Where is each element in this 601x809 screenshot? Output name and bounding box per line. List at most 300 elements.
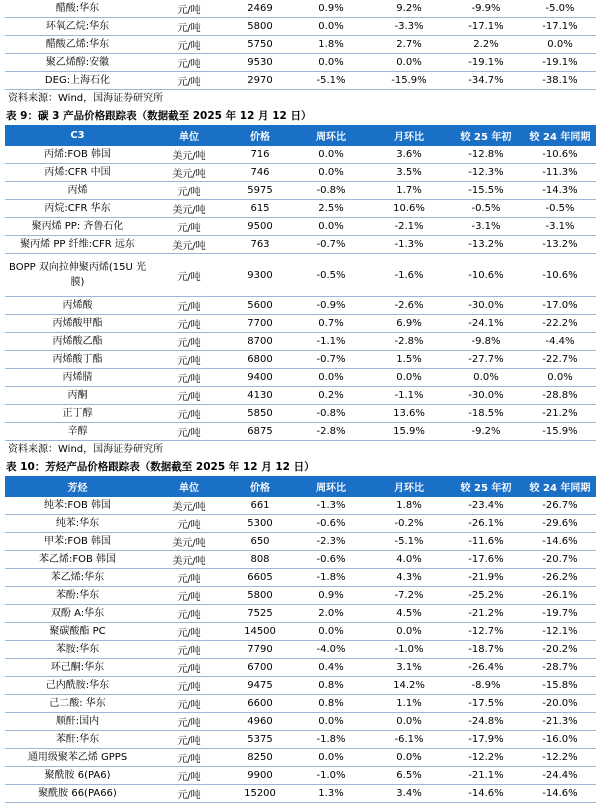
value-cell: -0.9% — [292, 297, 370, 315]
table-row — [5, 72, 596, 90]
value-cell: 6.9% — [370, 315, 448, 333]
table-row — [5, 36, 596, 54]
value-cell: 4130 — [228, 387, 292, 405]
value-cell: 8250 — [228, 749, 292, 767]
value-cell: 美元/吨 — [150, 236, 228, 254]
table-row — [5, 297, 596, 315]
value-cell: 4.5% — [370, 605, 448, 623]
value-cell: 1.8% — [292, 36, 370, 54]
value-cell: -6.1% — [370, 731, 448, 749]
header-cell: 单位 — [150, 476, 228, 497]
value-cell: 元/吨 — [150, 0, 228, 18]
value-cell: -13.2% — [524, 236, 596, 254]
value-cell: 元/吨 — [150, 623, 228, 641]
value-cell: -18.5% — [448, 405, 524, 423]
product-name-cell: 聚丙烯 PP: 齐鲁石化 — [5, 218, 150, 236]
value-cell: -23.4% — [448, 497, 524, 515]
table-row — [5, 587, 596, 605]
value-cell: 0.0% — [292, 54, 370, 72]
product-name-cell: 甲苯:FOB 韩国 — [5, 533, 150, 551]
value-cell: -24.1% — [448, 315, 524, 333]
value-cell: 美元/吨 — [150, 533, 228, 551]
table-row — [5, 677, 596, 695]
product-name-cell: 苯乙烯:FOB 韩国 — [5, 551, 150, 569]
value-cell: -20.7% — [524, 551, 596, 569]
value-cell: -17.9% — [448, 731, 524, 749]
header-cell: 单位 — [150, 125, 228, 146]
value-cell: 661 — [228, 497, 292, 515]
table-row — [5, 533, 596, 551]
value-cell: 美元/吨 — [150, 146, 228, 164]
value-cell: -16.0% — [524, 731, 596, 749]
product-name-cell: 丙烷:CFR 华东 — [5, 200, 150, 218]
value-cell: 0.0% — [292, 218, 370, 236]
value-cell: 元/吨 — [150, 641, 228, 659]
table-row — [5, 18, 596, 36]
value-cell: -26.1% — [448, 515, 524, 533]
value-cell: -1.6% — [370, 254, 448, 297]
value-cell: 14500 — [228, 623, 292, 641]
header-cell: 周环比 — [292, 125, 370, 146]
value-cell: 14.2% — [370, 677, 448, 695]
value-cell: 5750 — [228, 36, 292, 54]
value-cell: 15.9% — [370, 423, 448, 441]
value-cell: 元/吨 — [150, 659, 228, 677]
value-cell: 0.0% — [292, 164, 370, 182]
value-cell: 元/吨 — [150, 587, 228, 605]
value-cell: -17.6% — [448, 551, 524, 569]
value-cell: -12.2% — [448, 749, 524, 767]
value-cell: 6605 — [228, 569, 292, 587]
value-cell: -1.1% — [370, 387, 448, 405]
value-cell: -1.8% — [292, 731, 370, 749]
value-cell: -1.1% — [292, 333, 370, 351]
value-cell: -1.0% — [292, 767, 370, 785]
product-name-cell: 聚酰胺 6(PA6) — [5, 767, 150, 785]
value-cell: 2.7% — [370, 36, 448, 54]
header-cell: 周环比 — [292, 476, 370, 497]
value-cell: -2.1% — [370, 218, 448, 236]
value-cell: -13.2% — [448, 236, 524, 254]
value-cell: 0.9% — [292, 0, 370, 18]
value-cell: 3.6% — [370, 146, 448, 164]
product-name-cell: 聚酰胺 66(PA66) — [5, 785, 150, 803]
value-cell: -14.3% — [524, 182, 596, 200]
value-cell: -19.1% — [524, 54, 596, 72]
value-cell: -25.2% — [448, 587, 524, 605]
value-cell: 元/吨 — [150, 677, 228, 695]
value-cell: 15200 — [228, 785, 292, 803]
value-cell: -27.7% — [448, 351, 524, 369]
value-cell: -17.5% — [448, 695, 524, 713]
value-cell: -12.1% — [524, 623, 596, 641]
value-cell: -18.7% — [448, 641, 524, 659]
value-cell: -1.0% — [370, 641, 448, 659]
value-cell: -38.1% — [524, 72, 596, 90]
header-cell: 价格 — [228, 125, 292, 146]
value-cell: -28.8% — [524, 387, 596, 405]
value-cell: 4.0% — [370, 551, 448, 569]
value-cell: -20.0% — [524, 695, 596, 713]
table9 — [5, 125, 596, 441]
header-cell: 芳烃 — [5, 476, 150, 497]
table9-header-row — [5, 125, 596, 146]
value-cell: 美元/吨 — [150, 200, 228, 218]
product-name-cell: 聚乙烯醇:安徽 — [5, 54, 150, 72]
value-cell: -5.1% — [292, 72, 370, 90]
value-cell: -10.6% — [524, 254, 596, 297]
value-cell: -15.9% — [370, 72, 448, 90]
value-cell: 元/吨 — [150, 297, 228, 315]
value-cell: 9475 — [228, 677, 292, 695]
table10-caption: 表 10：芳烃产品价格跟踪表（数据截至 2025 年 12 月 12 日） — [6, 461, 315, 473]
value-cell: -11.3% — [524, 164, 596, 182]
value-cell: -22.7% — [524, 351, 596, 369]
value-cell: -7.2% — [370, 587, 448, 605]
value-cell: -12.8% — [448, 146, 524, 164]
value-cell: -19.1% — [448, 54, 524, 72]
value-cell: 5850 — [228, 405, 292, 423]
value-cell: -26.1% — [524, 587, 596, 605]
value-cell: -34.7% — [448, 72, 524, 90]
value-cell: 5975 — [228, 182, 292, 200]
product-name-cell: BOPP 双向拉伸聚丙烯(15U 光膜) — [5, 254, 150, 297]
value-cell: 元/吨 — [150, 423, 228, 441]
table-row — [5, 218, 596, 236]
value-cell: 元/吨 — [150, 569, 228, 587]
table8-body — [5, 0, 596, 90]
value-cell: -0.7% — [292, 236, 370, 254]
value-cell: 615 — [228, 200, 292, 218]
table-row — [5, 236, 596, 254]
value-cell: 元/吨 — [150, 605, 228, 623]
value-cell: -26.7% — [524, 497, 596, 515]
value-cell: -12.7% — [448, 623, 524, 641]
value-cell: -21.2% — [524, 405, 596, 423]
table-row — [5, 515, 596, 533]
value-cell: 美元/吨 — [150, 497, 228, 515]
value-cell: -1.3% — [370, 236, 448, 254]
value-cell: 0.9% — [292, 587, 370, 605]
value-cell: -3.1% — [524, 218, 596, 236]
value-cell: 6875 — [228, 423, 292, 441]
product-name-cell: 醋酸:华东 — [5, 0, 150, 18]
header-cell: 较 25 年初 — [448, 476, 524, 497]
value-cell: -28.7% — [524, 659, 596, 677]
product-name-cell: 丙烯腈 — [5, 369, 150, 387]
product-name-cell: 通用级聚苯乙烯 GPPS — [5, 749, 150, 767]
value-cell: 763 — [228, 236, 292, 254]
value-cell: 7525 — [228, 605, 292, 623]
value-cell: -1.8% — [292, 569, 370, 587]
value-cell: -15.9% — [524, 423, 596, 441]
value-cell: -1.3% — [292, 497, 370, 515]
table-row — [5, 387, 596, 405]
value-cell: -0.5% — [292, 254, 370, 297]
product-name-cell: 醋酸乙烯:华东 — [5, 36, 150, 54]
value-cell: 6600 — [228, 695, 292, 713]
value-cell: 3.1% — [370, 659, 448, 677]
value-cell: -2.6% — [370, 297, 448, 315]
table9-caption: 表 9：碳 3 产品价格跟踪表（数据截至 2025 年 12 月 12 日） — [6, 110, 312, 122]
value-cell: 0.0% — [370, 54, 448, 72]
value-cell: -17.1% — [448, 18, 524, 36]
value-cell: -14.6% — [524, 785, 596, 803]
value-cell: -12.2% — [524, 749, 596, 767]
value-cell: 元/吨 — [150, 72, 228, 90]
product-name-cell: 丙酮 — [5, 387, 150, 405]
table-row — [5, 569, 596, 587]
table-row — [5, 423, 596, 441]
table-row — [5, 641, 596, 659]
value-cell: -0.5% — [448, 200, 524, 218]
value-cell: 5800 — [228, 18, 292, 36]
product-name-cell: 双酚 A:华东 — [5, 605, 150, 623]
value-cell: 0.2% — [292, 387, 370, 405]
value-cell: 0.0% — [292, 713, 370, 731]
value-cell: 5300 — [228, 515, 292, 533]
value-cell: 5375 — [228, 731, 292, 749]
table10-body — [5, 497, 596, 803]
header-cell: 较 24 年同期 — [524, 125, 596, 146]
table-row — [5, 623, 596, 641]
value-cell: 美元/吨 — [150, 164, 228, 182]
value-cell: 9.2% — [370, 0, 448, 18]
value-cell: 10.6% — [370, 200, 448, 218]
value-cell: 1.3% — [292, 785, 370, 803]
value-cell: 0.0% — [370, 749, 448, 767]
table-row — [5, 767, 596, 785]
product-name-cell: 环氧乙烷:华东 — [5, 18, 150, 36]
value-cell: 2469 — [228, 0, 292, 18]
product-name-cell: 丙烯 — [5, 182, 150, 200]
value-cell: 5800 — [228, 587, 292, 605]
value-cell: -29.6% — [524, 515, 596, 533]
value-cell: -9.9% — [448, 0, 524, 18]
value-cell: -21.1% — [448, 767, 524, 785]
value-cell: -10.6% — [524, 146, 596, 164]
value-cell: 元/吨 — [150, 254, 228, 297]
value-cell: 650 — [228, 533, 292, 551]
value-cell: 0.7% — [292, 315, 370, 333]
value-cell: 2970 — [228, 72, 292, 90]
value-cell: 元/吨 — [150, 695, 228, 713]
value-cell: 1.8% — [370, 497, 448, 515]
value-cell: -21.2% — [448, 605, 524, 623]
value-cell: 0.8% — [292, 695, 370, 713]
value-cell: 美元/吨 — [150, 551, 228, 569]
value-cell: 0.0% — [292, 369, 370, 387]
value-cell: 元/吨 — [150, 218, 228, 236]
table-row — [5, 731, 596, 749]
value-cell: -0.8% — [292, 182, 370, 200]
value-cell: 元/吨 — [150, 785, 228, 803]
product-name-cell: 丙烯酸甲酯 — [5, 315, 150, 333]
product-name-cell: 聚丙烯 PP 纤维:CFR 远东 — [5, 236, 150, 254]
product-name-cell: 苯胺:华东 — [5, 641, 150, 659]
value-cell: 元/吨 — [150, 333, 228, 351]
value-cell: 元/吨 — [150, 731, 228, 749]
value-cell: 元/吨 — [150, 369, 228, 387]
value-cell: -12.3% — [448, 164, 524, 182]
header-cell: 较 24 年同期 — [524, 476, 596, 497]
value-cell: -15.5% — [448, 182, 524, 200]
product-name-cell: 纯苯:华东 — [5, 515, 150, 533]
value-cell: 元/吨 — [150, 36, 228, 54]
value-cell: 元/吨 — [150, 182, 228, 200]
value-cell: 元/吨 — [150, 515, 228, 533]
table9-source: 资料来源：Wind，国海证券研究所 — [8, 444, 164, 455]
table10 — [5, 476, 596, 803]
value-cell: -0.5% — [524, 200, 596, 218]
value-cell: 元/吨 — [150, 767, 228, 785]
value-cell: 0.0% — [448, 369, 524, 387]
value-cell: 9500 — [228, 218, 292, 236]
product-name-cell: 苯乙烯:华东 — [5, 569, 150, 587]
value-cell: 6700 — [228, 659, 292, 677]
table8-source: 资料来源：Wind，国海证券研究所 — [8, 93, 164, 104]
value-cell: -21.3% — [524, 713, 596, 731]
value-cell: 元/吨 — [150, 315, 228, 333]
value-cell: -4.0% — [292, 641, 370, 659]
header-cell: 价格 — [228, 476, 292, 497]
value-cell: 2.0% — [292, 605, 370, 623]
value-cell: -22.2% — [524, 315, 596, 333]
value-cell: 4.3% — [370, 569, 448, 587]
value-cell: 0.4% — [292, 659, 370, 677]
product-name-cell: 己二酸: 华东 — [5, 695, 150, 713]
value-cell: -24.8% — [448, 713, 524, 731]
value-cell: 3.5% — [370, 164, 448, 182]
product-name-cell: 苯酚:华东 — [5, 587, 150, 605]
table-row — [5, 315, 596, 333]
header-cell: C3 — [5, 125, 150, 146]
value-cell: 716 — [228, 146, 292, 164]
value-cell: 9530 — [228, 54, 292, 72]
product-name-cell: DEG:上海石化 — [5, 72, 150, 90]
table-row — [5, 200, 596, 218]
value-cell: 9900 — [228, 767, 292, 785]
product-name-cell: 丙烯酸乙酯 — [5, 333, 150, 351]
value-cell: 2.2% — [448, 36, 524, 54]
table-row — [5, 659, 596, 677]
product-name-cell: 顺酐:国内 — [5, 713, 150, 731]
value-cell: -3.3% — [370, 18, 448, 36]
value-cell: 1.5% — [370, 351, 448, 369]
value-cell: -3.1% — [448, 218, 524, 236]
table-row — [5, 54, 596, 72]
value-cell: -4.4% — [524, 333, 596, 351]
value-cell: -2.8% — [292, 423, 370, 441]
table9-body — [5, 146, 596, 441]
table-row — [5, 164, 596, 182]
value-cell: -2.3% — [292, 533, 370, 551]
table-row — [5, 182, 596, 200]
value-cell: 7790 — [228, 641, 292, 659]
value-cell: -5.1% — [370, 533, 448, 551]
value-cell: 3.4% — [370, 785, 448, 803]
value-cell: -15.8% — [524, 677, 596, 695]
value-cell: -8.9% — [448, 677, 524, 695]
value-cell: -30.0% — [448, 387, 524, 405]
table-row — [5, 254, 596, 297]
value-cell: -17.0% — [524, 297, 596, 315]
table-row — [5, 785, 596, 803]
value-cell: 746 — [228, 164, 292, 182]
value-cell: -2.8% — [370, 333, 448, 351]
table-row — [5, 551, 596, 569]
value-cell: -11.6% — [448, 533, 524, 551]
value-cell: 6.5% — [370, 767, 448, 785]
value-cell: 13.6% — [370, 405, 448, 423]
value-cell: -14.6% — [524, 533, 596, 551]
value-cell: -14.6% — [448, 785, 524, 803]
header-cell: 月环比 — [370, 125, 448, 146]
value-cell: 808 — [228, 551, 292, 569]
value-cell: -19.7% — [524, 605, 596, 623]
value-cell: 元/吨 — [150, 405, 228, 423]
value-cell: 4960 — [228, 713, 292, 731]
product-name-cell: 环己酮:华东 — [5, 659, 150, 677]
document-page — [5, 0, 596, 803]
table-row — [5, 0, 596, 18]
table-row — [5, 749, 596, 767]
value-cell: -0.6% — [292, 551, 370, 569]
value-cell: 1.7% — [370, 182, 448, 200]
header-cell: 月环比 — [370, 476, 448, 497]
table-row — [5, 369, 596, 387]
value-cell: 9300 — [228, 254, 292, 297]
value-cell: -26.4% — [448, 659, 524, 677]
value-cell: 0.0% — [292, 146, 370, 164]
value-cell: 2.5% — [292, 200, 370, 218]
table-row — [5, 333, 596, 351]
product-name-cell: 苯酐:华东 — [5, 731, 150, 749]
value-cell: -9.2% — [448, 423, 524, 441]
table-row — [5, 351, 596, 369]
table-row — [5, 605, 596, 623]
value-cell: 6800 — [228, 351, 292, 369]
product-name-cell: 丙烯:CFR 中国 — [5, 164, 150, 182]
product-name-cell: 正丁醇 — [5, 405, 150, 423]
value-cell: 8700 — [228, 333, 292, 351]
value-cell: 5600 — [228, 297, 292, 315]
value-cell: -0.6% — [292, 515, 370, 533]
value-cell: -0.7% — [292, 351, 370, 369]
value-cell: 元/吨 — [150, 18, 228, 36]
value-cell: 元/吨 — [150, 749, 228, 767]
value-cell: 元/吨 — [150, 713, 228, 731]
product-name-cell: 聚碳酸酯 PC — [5, 623, 150, 641]
header-cell: 较 25 年初 — [448, 125, 524, 146]
table-row — [5, 713, 596, 731]
value-cell: 元/吨 — [150, 387, 228, 405]
product-name-cell: 辛醇 — [5, 423, 150, 441]
table-row — [5, 497, 596, 515]
value-cell: 9400 — [228, 369, 292, 387]
value-cell: 0.8% — [292, 677, 370, 695]
value-cell: -24.4% — [524, 767, 596, 785]
table8-tail — [5, 0, 596, 90]
product-name-cell: 己内酰胺:华东 — [5, 677, 150, 695]
value-cell: 0.0% — [292, 18, 370, 36]
value-cell: 0.0% — [292, 749, 370, 767]
product-name-cell: 丙烯:FOB 韩国 — [5, 146, 150, 164]
value-cell: -20.2% — [524, 641, 596, 659]
product-name-cell: 丙烯酸 — [5, 297, 150, 315]
table-row — [5, 695, 596, 713]
value-cell: 0.0% — [524, 369, 596, 387]
